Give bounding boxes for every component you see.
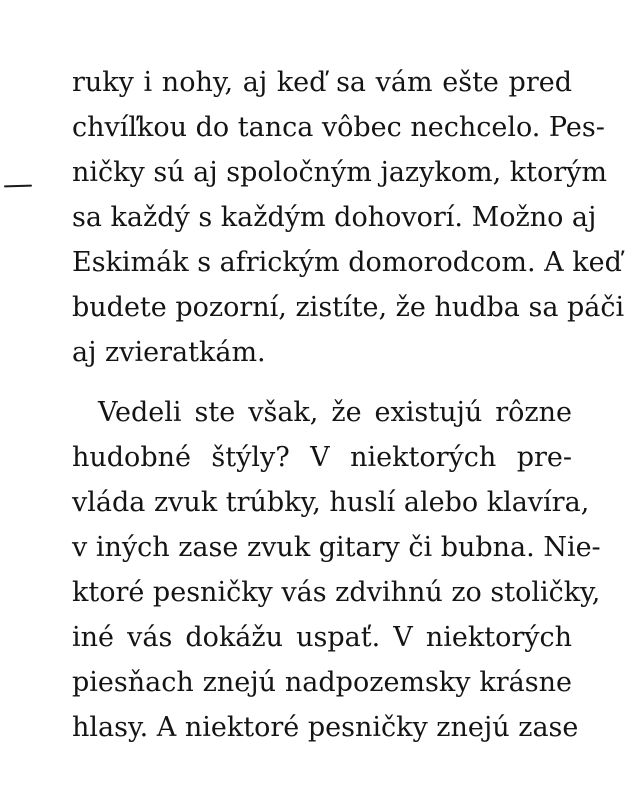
text-line: aj zvieratkám. [72,337,266,368]
text-line: sa každý s každým dohovorí. Možno aj [72,202,597,233]
text-line: hlasy. A niektoré pesničky znejú zase [72,712,579,743]
paragraph-spacer [72,375,572,390]
body-text [72,60,625,750]
text-line: piesňach znejú nadpozemsky krásne [72,667,572,698]
text-line: budete pozorní, zistíte, že hudba sa páči [72,292,625,323]
margin-mark [4,185,32,188]
text-line: iné vás dokážu uspať. V niektorých [72,622,572,653]
text-line: v iných zase zvuk gitary či bubna. Nie- [72,532,601,563]
text-line: vláda zvuk trúbky, huslí alebo klavíra, [72,487,590,518]
paragraph-2 [72,390,601,750]
text-line: hudobné štýly? V niektorých pre- [72,442,572,473]
text-line: ničky sú aj spoločným jazykom, ktorým [72,157,608,188]
text-line: Eskimák s africkým domorodcom. A keď [72,247,622,278]
text-line: ruky i nohy, aj keď sa vám ešte pred [72,67,572,98]
text-line: Vedeli ste však, že existujú rôzne [98,397,572,428]
paragraph-1 [72,60,625,375]
text-line: ktoré pesničky vás zdvihnú zo stoličky, [72,577,601,608]
text-line: chvíľkou do tanca vôbec nechcelo. Pes- [72,112,605,143]
